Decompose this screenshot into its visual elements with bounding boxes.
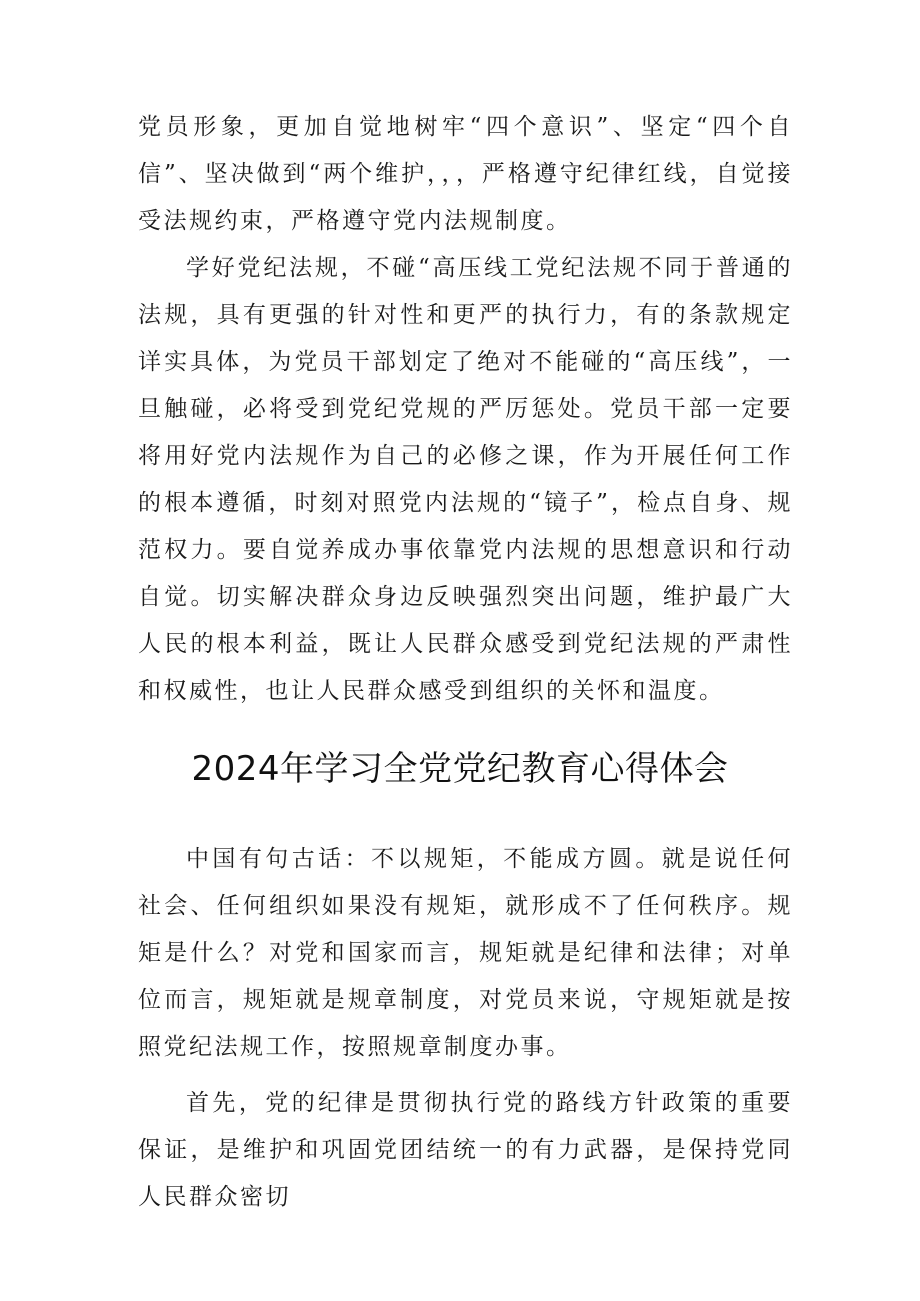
paragraph-party-regulations <box>138 245 793 715</box>
document-title: 2024年学习全党党纪教育心得体会 <box>191 749 729 789</box>
paragraph-text: 首先，党的纪律是贯彻执行党的路线方针政策的重要保证，是维护和巩固党团结统一的有力武器，是保持党同人民群众密切 <box>138 1090 793 1210</box>
paragraph-first-point <box>138 1080 793 1221</box>
paragraph-text: 中国有句古话：不以规矩，不能成方圆。就是说任何社会、任何组织如果没有规矩，就形成不了任何秩序。规矩是什么？对党和国家而言，规矩就是纪律和法律；对单位而言，规矩就是规章制度，对党员来说，守规矩就是按照党纪法规工作，按照规章制度办事。 <box>138 846 793 1060</box>
paragraph-old-saying <box>138 836 793 1071</box>
paragraph-text: 学好党纪法规，不碰“高压线工党纪法规不同于普通的法规，具有更强的针对性和更严的执行力，有的条款规定详实具体，为党员干部划定了绝对不能碰的“高压线”，一旦触碰，必将受到党纪党规的严厉惩处。党员干部一定要将用好党内法规作为自己的必修之课，作为开展任何工作的根本遵循，时刻对照党内法规的“镜子”，检点自身、规范权力。要自觉养成办事依靠党内法规的思想意识和行动自觉。切实解决群众身边反映强烈突出问题，维护最广大人民的根本利益，既让人民群众感受到党纪法规的严肃性和权威性，也让人民群众感受到组织的关怀和温度。 <box>138 255 793 704</box>
paragraph-continued <box>138 104 793 245</box>
paragraph-text: 党员形象，更加自觉地树牢“四个意识”、坚定“四个自信”、坚决做到“两个维护，，，严格遵守纪律红线，自觉接受法规约束，严格遵守党内法规制度。 <box>138 114 793 234</box>
